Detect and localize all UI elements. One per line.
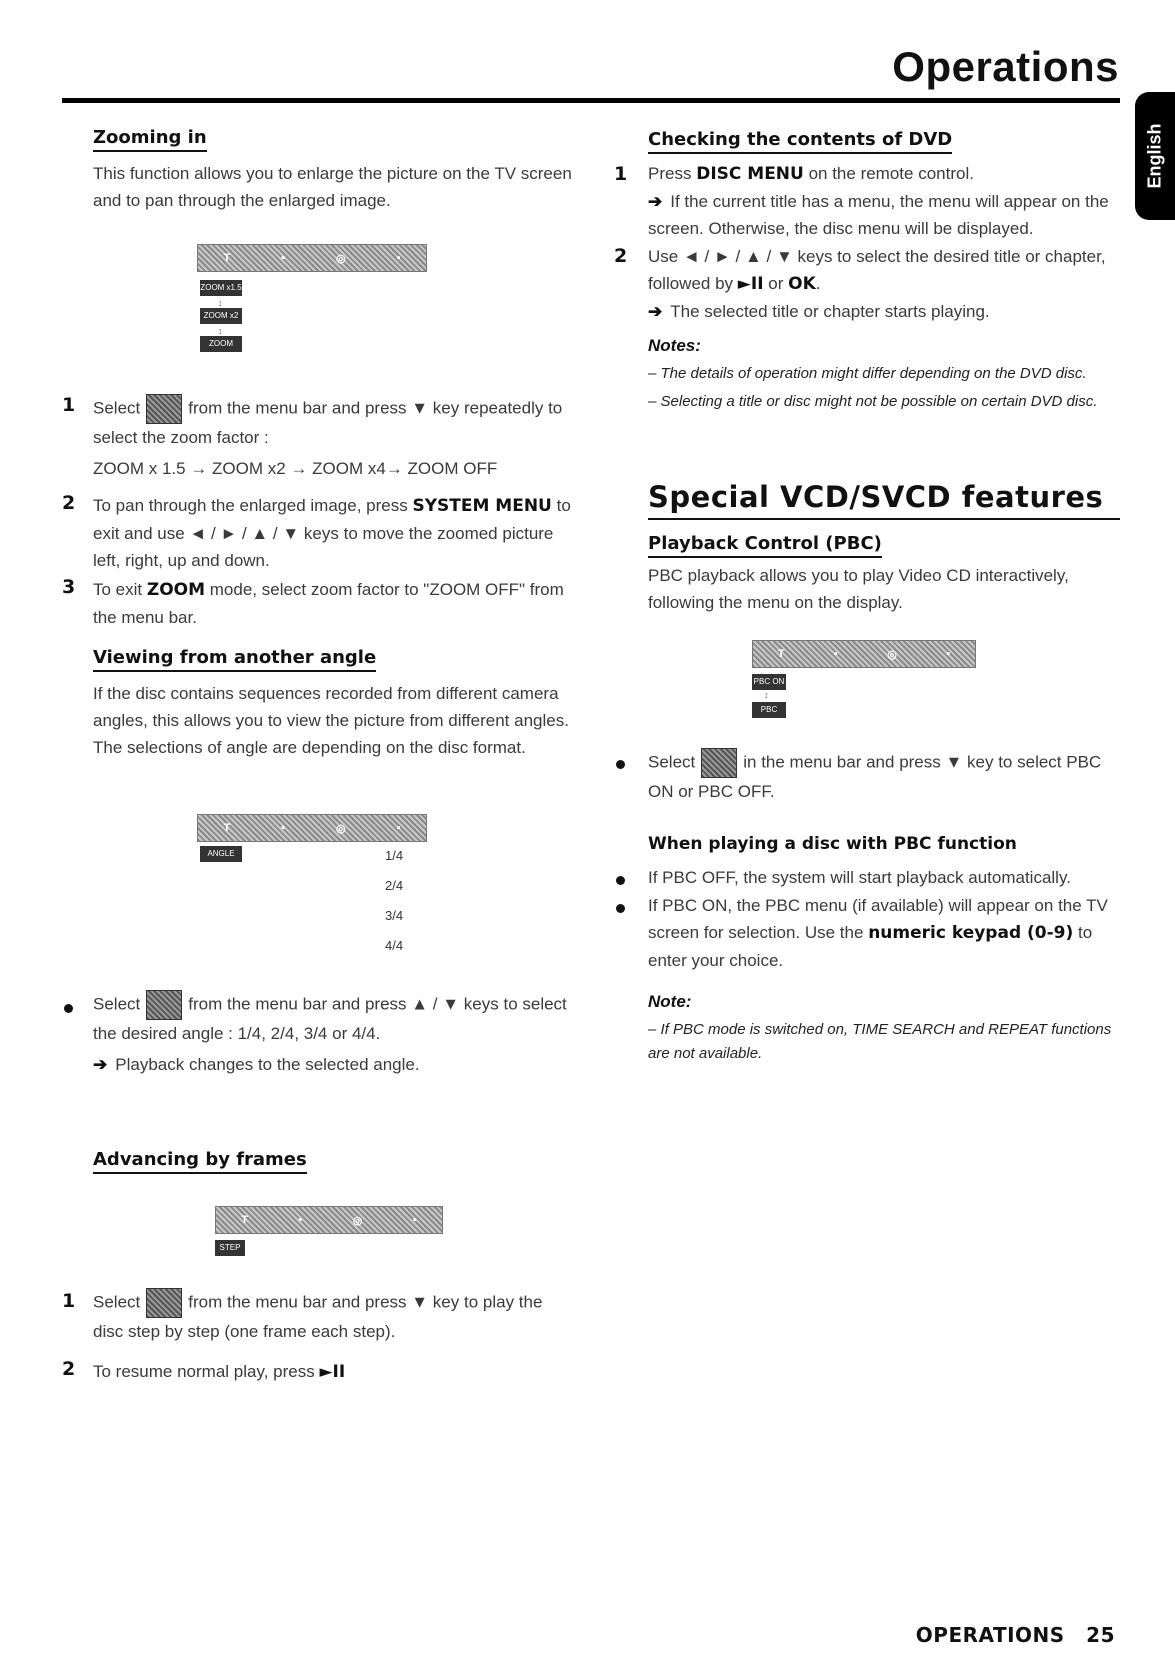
footer-section: OPERATIONS	[915, 1623, 1065, 1647]
language-tab-label: English	[1144, 123, 1165, 189]
note-title: Note:	[648, 992, 692, 1011]
arrow-icon: ➔	[93, 1055, 108, 1074]
frames-menu-bar: T ▪ ◎ ▪	[215, 1206, 443, 1234]
page-footer	[916, 1623, 1115, 1647]
arrow-icon: ➔	[648, 302, 663, 321]
zoom-menu-bar: T ▪ ◎ ▪	[197, 244, 427, 272]
arrow-icon: ➔	[648, 192, 663, 211]
pbc-bullet: Select in the menu bar and press ▼ key to select PBC ON or PBC OFF.	[648, 748, 1118, 805]
angle-option-4: 4/4	[385, 938, 404, 953]
vcd-title: Special VCD/SVCD features	[648, 480, 1120, 520]
dvd-title: Checking the contents of DVD	[648, 130, 952, 154]
pbc-section	[648, 534, 1118, 616]
dvd-step-1: Press DISC MENU on the remote control. ➔ If the current title has a menu, the menu will appear on the screen. Otherwise, the disc menu will be displayed.	[648, 164, 1109, 238]
page-number: 25	[1086, 1623, 1115, 1647]
pbc-menu-bar: T ▪ ◎ ▪	[752, 640, 976, 668]
bullet	[616, 904, 625, 913]
step-icon	[146, 1288, 182, 1318]
angle-title: Viewing from another angle	[93, 648, 376, 672]
vcd-note	[648, 992, 1118, 1066]
note-1: – The details of operation might differ depending on the DVD disc.	[648, 365, 1087, 382]
zoom-step-1: Select from the menu bar and press ▼ key repeatedly to select the zoom factor : ZOOM x 1.5 → ZOOM x2 → ZOOM x4→ ZOOM OFF	[93, 394, 573, 482]
notes-title: Notes:	[648, 336, 701, 355]
zoom-step-3: To exit ZOOM mode, select zoom factor to "ZOOM OFF" from the menu bar.	[93, 580, 564, 627]
bullet	[64, 1004, 73, 1013]
when-item-2: If PBC ON, the PBC menu (if available) will appear on the TV screen for selection. Use the numeric keypad (0-9) to enter your choice.	[648, 896, 1108, 970]
angle-section	[93, 648, 573, 761]
pbc-icon	[701, 748, 737, 778]
frames-step-1: Select from the menu bar and press ▼ key to play the disc step by step (one frame each step).	[93, 1288, 573, 1345]
frames-section	[93, 1150, 573, 1174]
angle-icon	[146, 990, 182, 1020]
pbc-title: Playback Control (PBC)	[648, 534, 882, 558]
vcd-note-1: – If PBC mode is switched on, TIME SEARCH and REPEAT functions are not available.	[648, 1021, 1112, 1062]
header-rule	[62, 98, 1120, 103]
frames-step-2: To resume normal play, press ►II	[93, 1362, 346, 1382]
when-section	[648, 834, 1118, 854]
angle-option-1: 1/4	[385, 848, 404, 863]
when-item-1: If PBC OFF, the system will start playback automatically.	[648, 868, 1071, 887]
pbc-menu-item-1: PBC ON	[752, 674, 786, 690]
pbc-menu-item-2: PBC OFF	[752, 702, 786, 718]
dvd-section	[648, 130, 1118, 154]
zoom-menu-item-1: ZOOM x1.5	[200, 280, 242, 296]
angle-option-2: 2/4	[385, 878, 404, 893]
angle-option-3: 3/4	[385, 908, 404, 923]
bullet	[616, 876, 625, 885]
frames-title: Advancing by frames	[93, 1150, 307, 1174]
language-tab	[1135, 92, 1175, 220]
dvd-notes	[648, 336, 1118, 414]
zoom-intro: This function allows you to enlarge the picture on the TV screen and to pan through the enlarged image.	[93, 163, 572, 210]
angle-menu-bar: T ▪ ◎ ▪	[197, 814, 427, 842]
frames-menu-item: STEP	[215, 1240, 245, 1256]
when-title: When playing a disc with PBC function	[648, 834, 1017, 854]
angle-menu-item: ANGLE	[200, 846, 242, 862]
zoom-title: Zooming in	[93, 128, 207, 152]
zoom-step-2: To pan through the enlarged image, press SYSTEM MENU to exit and use ◄ / ► / ▲ / ▼ keys to move the zoomed picture left, right, up and down.	[93, 496, 571, 570]
pbc-intro: PBC playback allows you to play Video CD interactively, following the menu on the display.	[648, 565, 1069, 612]
angle-intro: If the disc contains sequences recorded from different camera angles, this allows you to view the picture from different angles. The selections of angle are depending on the disc format.	[93, 683, 569, 757]
bullet	[616, 760, 625, 769]
note-2: – Selecting a title or disc might not be possible on certain DVD disc.	[648, 393, 1098, 410]
page-title: Operations	[892, 43, 1119, 90]
angle-bullet: Select from the menu bar and press ▲ / ▼ keys to select the desired angle : 1/4, 2/4, 3/4 or 4/4. ➔ Playback changes to the selected angle.	[93, 990, 573, 1078]
zoom-section	[93, 128, 573, 214]
zoom-icon	[146, 394, 182, 424]
zoom-menu-item-3: ZOOM OFF	[200, 336, 242, 352]
zoom-sequence: ZOOM x 1.5 → ZOOM x2 → ZOOM x4→ ZOOM OFF	[93, 459, 498, 478]
dvd-step-2: Use ◄ / ► / ▲ / ▼ keys to select the desired title or chapter, followed by ►II or OK. ➔ The selected title or chapter starts playing.	[648, 247, 1106, 321]
zoom-menu-item-2: ZOOM x2	[200, 308, 242, 324]
